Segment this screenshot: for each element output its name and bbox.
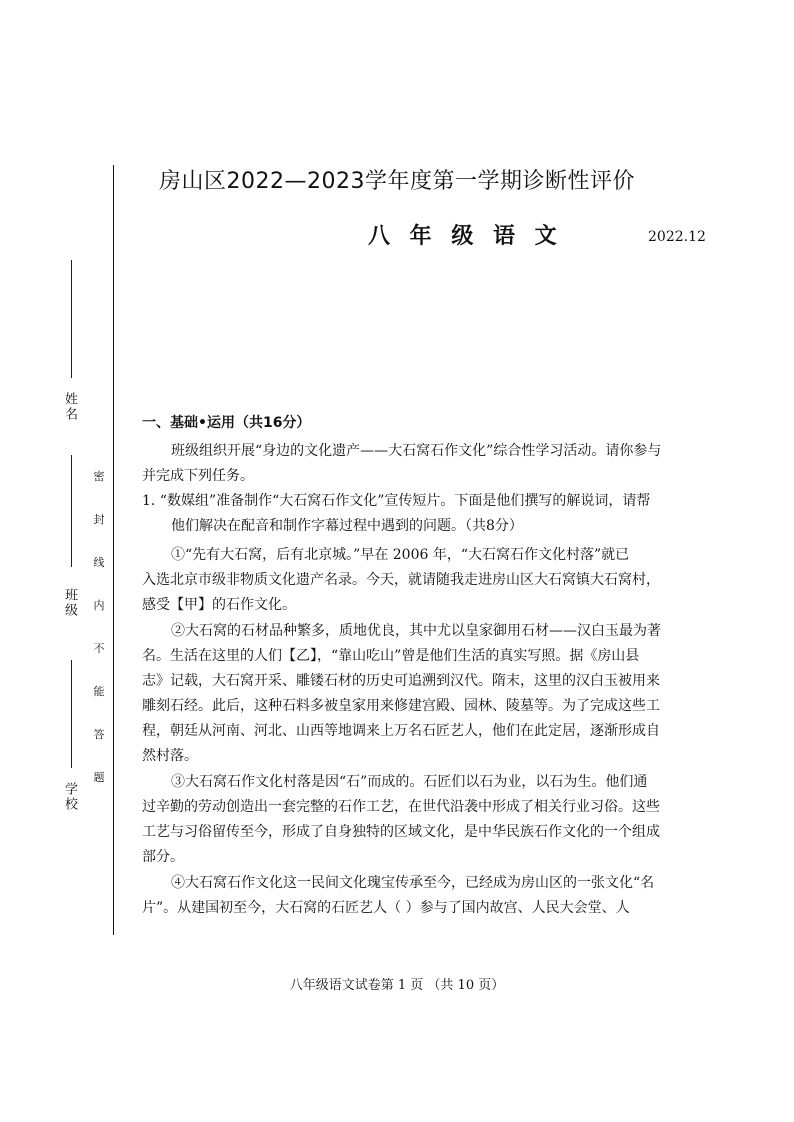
passage-p2-line: 名。生活在这里的人们【乙】，“靠山吃山”曾是他们生活的真实写照。据《房山县 — [142, 648, 640, 664]
exam-date: 2022.12 — [648, 229, 706, 245]
passage-p4-line: ④大石窝石作文化这一民间文化瑰宝传承至今，已经成为房山区的一张文化“名 — [171, 875, 655, 891]
name-label: 姓名 — [62, 392, 77, 422]
school-label: 学校 — [62, 782, 77, 812]
passage-p3-line: ③大石窝石作文化村落是因“石”而成的。石匠们以石为业，以石为生。他们通 — [171, 774, 648, 790]
exam-title: 房山区2022—2023学年度第一学期诊断性评价 — [159, 169, 635, 194]
intro-line: 班级组织开展“身边的文化遗产——大石窝石作文化”综合性学习活动。请你参与 — [171, 443, 662, 459]
question-1-line: 1. “数媒组”准备制作“大石窝石作文化”宣传短片。下面是他们撰写的解说词，请帮 — [142, 493, 651, 509]
page-footer: 八年级语文试卷第 1 页 （共 10 页） — [289, 978, 505, 993]
passage-p2-line: 然村落。 — [142, 748, 198, 764]
seal-char: 封 — [93, 513, 105, 526]
exam-subject: 八 年 级 语 文 — [368, 223, 563, 249]
passage-p2-line: 志》记载，大石窝开采、雕镂石材的历史可追溯到汉代。隋末，这里的汉白玉被用来 — [142, 673, 660, 689]
passage-p3-line: 部分。 — [142, 849, 184, 865]
seal-char: 线 — [93, 556, 105, 569]
passage-p1-line: ①“先有大石窝，后有北京城。”早在 2006 年，“大石窝石作文化村落”就已 — [171, 547, 630, 563]
seal-char: 不 — [93, 642, 105, 655]
seal-char: 密 — [93, 470, 105, 483]
passage-p1-line: 入选北京市级非物质文化遗产名录。今天，就请随我走进房山区大石窝镇大石窝村， — [142, 572, 660, 588]
name-line — [71, 260, 72, 378]
question-1-line: 他们解决在配音和制作字幕过程中遇到的问题。（共8分） — [171, 518, 523, 534]
passage-p1-line: 感受【甲】的石作文化。 — [142, 597, 296, 613]
passage-p2-line: 程，朝廷从河南、河北、山西等地调来上万名石匠艺人，他们在此定居，逐渐形成自 — [142, 723, 660, 739]
school-line — [71, 660, 72, 768]
passage-p2-line: ②大石窝的石材品种繁多，质地优良，其中尤以皇家御用石材——汉白玉最为著 — [171, 623, 661, 639]
seal-char: 能 — [93, 685, 105, 698]
passage-p2-line: 雕刻石经。此后，这种石料多被皇家用来修建宫殿、园林、陵墓等。为了完成这些工 — [142, 698, 660, 714]
binding-rule — [113, 165, 114, 935]
class-label: 班级 — [62, 588, 77, 618]
section-heading: 一、基础•运用（共16分） — [142, 415, 311, 431]
passage-p3-line: 过辛勤的劳动创造出一套完整的石作工艺，在世代沿袭中形成了相关行业习俗。这些 — [142, 799, 660, 815]
seal-char: 答 — [93, 728, 105, 741]
seal-char: 内 — [93, 599, 105, 612]
passage-p3-line: 工艺与习俗留传至今，形成了自身独特的区域文化，是中华民族石作文化的一个组成 — [142, 824, 660, 840]
seal-char: 题 — [93, 771, 105, 784]
class-line — [71, 455, 72, 567]
intro-line: 并完成下列任务。 — [142, 468, 254, 484]
seal-line-notice — [92, 470, 106, 814]
passage-p4-line: 片”。从建国初至今，大石窝的石匠艺人（ ）参与了国内故宫、人民大会堂、人 — [142, 900, 630, 916]
